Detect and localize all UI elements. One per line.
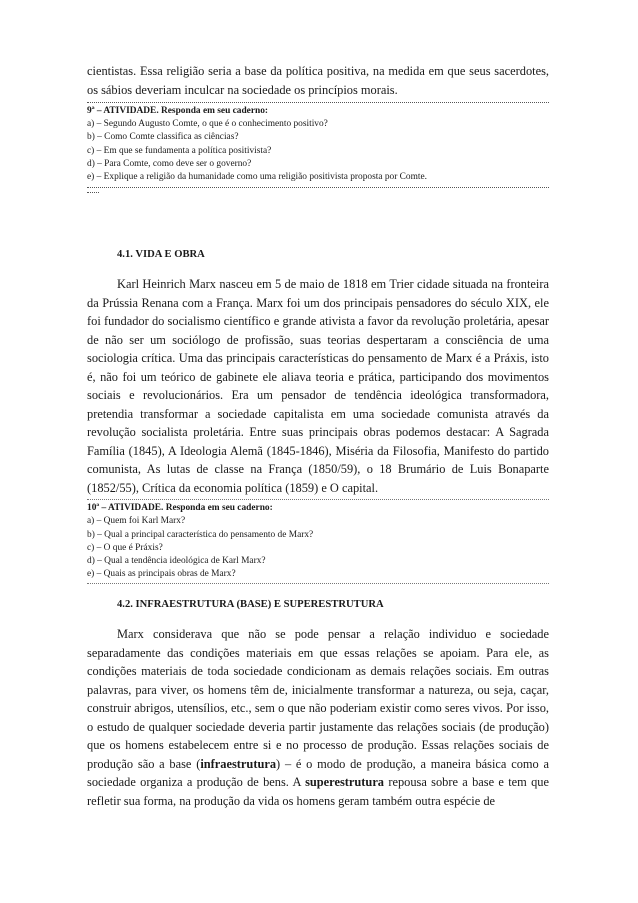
text-run: repousa sobre a base e tem que refletir sua forma, na produção da vida os homens geram também outra espécie de bbox=[87, 775, 549, 808]
intro-paragraph: cientistas. Essa religião seria a base da política positiva, na medida em que seus sacerdotes, os sábios deveriam inculcar na sociedade os princípios morais. bbox=[87, 64, 549, 97]
document-page bbox=[87, 62, 549, 810]
divider bbox=[87, 499, 549, 500]
activity-question: c) – Em que se fundamenta a política positivista? bbox=[87, 145, 272, 156]
section-paragraph: Karl Heinrich Marx nasceu em 5 de maio de 1818 em Trier cidade situada na fronteira da Prússia Renana com a França. Marx foi um dos principais pensadores do século XIX, ele foi fundador do socialismo científico e grande ativista a favor da revolução proletária, apesar de não ser um sociólogo de profissão, suas teorias despertaram a consciência de uma sociologia crítica. Uma das principais características do pensamento de Marx é a Práxis, isto é, não foi um teórico de gabinete ele aliava teoria e prática, participando dos movimentos sociais e revolucionários. Era um pensador de tendência ideológica transformadora, pretendia transformar a sociedade capitalista em uma sociedade comunista através da revolução socialista proletária. Entre suas principais obras podemos destacar: A Sagrada Família (1845), A Ideologia Alemã (1845-1846), Miséria da Filosofia, Manifesto do partido comunista, As lutas de classe na França (1850/59), o 18 Brumário de Luis Bonaparte (1852/55), Crítica da economia política (1859) e O capital. bbox=[87, 277, 549, 495]
activity-9 bbox=[87, 105, 549, 184]
activity-10 bbox=[87, 502, 549, 581]
activity-title: 10ª – ATIVIDADE. Responda em seu caderno: bbox=[87, 503, 273, 514]
text-run: Marx considerava que não se pode pensar a relação individuo e sociedade separadamente das condições materiais em que essas relações se apoiam. Para ele, as condições materiais de toda sociedade condicionam as demais relações sociais. Em outras palavras, para viver, os homens têm de, inicialmente transformar a natureza, ou seja, caçar, construir abrigos, utensílios, etc., sem o que não poderiam existir como seres vivos. Por isso, o estudo de qualquer sociedade deveria partir justamente das relações sociais (de produção) que os homens estabelecem entre si e no processo de produção. Essas relações sociais de produção são a base ( bbox=[87, 627, 549, 771]
divider bbox=[87, 187, 549, 188]
bold-term: superestrutura bbox=[305, 775, 385, 790]
section-paragraph bbox=[87, 625, 549, 810]
activity-question: b) – Qual a principal característica do pensamento de Marx? bbox=[87, 529, 314, 540]
activity-question: d) – Para Comte, como deve ser o governo? bbox=[87, 158, 252, 169]
activity-question: d) – Qual a tendência ideológica de Karl Marx? bbox=[87, 556, 266, 567]
activity-question: a) – Quem foi Karl Marx? bbox=[87, 516, 186, 527]
text-run: ) – é o modo de produção, a maneira básica como a sociedade organiza a produção de bens. A bbox=[87, 756, 549, 790]
activity-question: c) – O que é Práxis? bbox=[87, 542, 163, 553]
divider bbox=[87, 192, 99, 193]
divider bbox=[87, 102, 549, 103]
section-heading: 4.2. INFRAESTRUTURA (BASE) E SUPERESTRUTURA bbox=[117, 599, 384, 611]
divider bbox=[87, 583, 549, 584]
activity-question: e) – Explique a religião da humanidade como uma religião positivista proposta por Comte. bbox=[87, 172, 428, 183]
activity-question: b) – Como Comte classifica as ciências? bbox=[87, 132, 239, 143]
activity-question: e) – Quais as principais obras de Marx? bbox=[87, 569, 236, 580]
section-heading: 4.1. VIDA E OBRA bbox=[117, 249, 205, 261]
activity-question: a) – Segundo Augusto Comte, o que é o conhecimento positivo? bbox=[87, 119, 328, 130]
bold-term: infraestrutura bbox=[200, 756, 277, 771]
activity-title: 9ª – ATIVIDADE. Responda em seu caderno: bbox=[87, 106, 269, 116]
